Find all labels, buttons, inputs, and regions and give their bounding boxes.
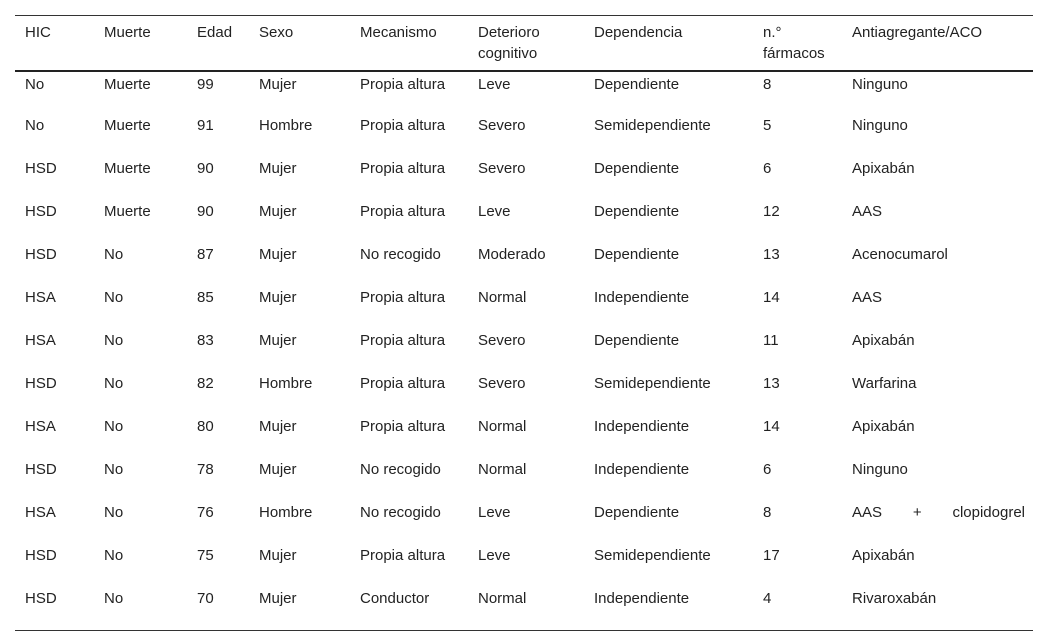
cell-antiagregante-aco: Apixabán [852, 547, 915, 564]
cell-deterioro-cognitivo: Normal [478, 418, 527, 435]
cell-n-farmacos: 6 [763, 461, 772, 478]
cell-muerte: No [104, 590, 124, 607]
cell-muerte: No [104, 246, 124, 263]
cell-mecanismo: Propia altura [360, 418, 446, 435]
cell-mecanismo: Conductor [360, 590, 430, 607]
table-row [15, 458, 1033, 501]
cell-mecanismo: Propia altura [360, 203, 446, 220]
table-row [15, 544, 1033, 587]
cell-sexo: Mujer [259, 203, 297, 220]
cell-n-farmacos: 12 [763, 203, 780, 220]
cell-dependencia: Dependiente [594, 203, 680, 220]
cell-n-farmacos: 13 [763, 375, 780, 392]
cell-dependencia: Dependiente [594, 160, 680, 177]
cell-muerte: Muerte [104, 76, 151, 93]
cell-sexo: Hombre [259, 375, 313, 392]
cell-muerte: No [104, 504, 124, 521]
cell-antiagregante-aco: Apixabán [852, 160, 915, 177]
cell-edad: 87 [197, 246, 214, 263]
cell-hic: HSA [25, 332, 56, 349]
header-antiagregante-aco: Antiagregante/ACO [852, 24, 983, 41]
cell-n-farmacos: 8 [763, 504, 772, 521]
cell-mecanismo: Propia altura [360, 76, 446, 93]
cell-deterioro-cognitivo: Severo [478, 160, 526, 177]
table-row [15, 587, 1033, 630]
cell-deterioro-cognitivo: Leve [478, 504, 511, 521]
cell-antiagregante-aco: Warfarina [852, 375, 917, 392]
cell-deterioro-cognitivo: Leve [478, 547, 511, 564]
cell-sexo: Mujer [259, 590, 297, 607]
header-n-farmacos: n.° fármacos [763, 24, 825, 62]
cell-n-farmacos: 11 [763, 332, 779, 349]
cell-edad: 99 [197, 76, 214, 93]
cell-mecanismo: Propia altura [360, 332, 446, 349]
cell-n-farmacos: 14 [763, 289, 780, 306]
cell-dependencia: Independiente [594, 418, 690, 435]
cell-muerte: Muerte [104, 160, 151, 177]
cell-antiagregante-aco: Ninguno [852, 76, 908, 93]
cell-antiagregante-aco: Ninguno [852, 117, 908, 134]
cell-muerte: Muerte [104, 203, 151, 220]
header-deterioro-cognitivo: Deterioro cognitivo [478, 24, 540, 62]
table-row [15, 372, 1033, 415]
header-edad: Edad [197, 24, 233, 41]
cell-sexo: Mujer [259, 332, 297, 349]
cell-mecanismo: No recogido [360, 504, 441, 521]
cell-deterioro-cognitivo: Severo [478, 117, 526, 134]
data-table-container [15, 15, 1033, 631]
cell-dependencia: Semidependiente [594, 375, 711, 392]
table-body [15, 71, 1033, 630]
cell-hic: HSD [25, 590, 57, 607]
cell-hic: HSD [25, 160, 57, 177]
cell-edad: 91 [197, 117, 214, 134]
cell-dependencia: Independiente [594, 590, 690, 607]
cell-hic: HSD [25, 375, 57, 392]
cell-dependencia: Independiente [594, 289, 690, 306]
cell-mecanismo: Propia altura [360, 117, 446, 134]
table-row [15, 157, 1033, 200]
cell-edad: 85 [197, 289, 214, 306]
cell-dependencia: Dependiente [594, 76, 680, 93]
cell-muerte: No [104, 418, 124, 435]
cell-edad: 78 [197, 461, 214, 478]
cell-mecanismo: Propia altura [360, 547, 446, 564]
cell-deterioro-cognitivo: Moderado [478, 246, 546, 263]
cell-deterioro-cognitivo: Leve [478, 76, 511, 93]
cell-dependencia: Dependiente [594, 332, 680, 349]
cell-muerte: No [104, 547, 124, 564]
header-dependencia: Dependencia [594, 24, 683, 41]
cell-muerte: No [104, 332, 124, 349]
cell-mecanismo: No recogido [360, 461, 441, 478]
cell-mecanismo: Propia altura [360, 289, 446, 306]
cell-hic: HSA [25, 418, 56, 435]
cell-hic: HSD [25, 547, 57, 564]
cell-mecanismo: Propia altura [360, 375, 446, 392]
cell-edad: 76 [197, 504, 214, 521]
cell-muerte: No [104, 289, 124, 306]
cell-hic: HSD [25, 203, 57, 220]
cell-deterioro-cognitivo: Normal [478, 461, 527, 478]
header-sexo: Sexo [259, 24, 294, 41]
cell-deterioro-cognitivo: Severo [478, 375, 526, 392]
cell-n-farmacos: 14 [763, 418, 780, 435]
cell-n-farmacos: 4 [763, 590, 772, 607]
cell-muerte: No [104, 375, 124, 392]
table-header-row [15, 16, 1033, 72]
cell-mecanismo: No recogido [360, 246, 441, 263]
cell-sexo: Mujer [259, 461, 297, 478]
cell-n-farmacos: 17 [763, 547, 780, 564]
cell-dependencia: Semidependiente [594, 547, 711, 564]
table-row [15, 329, 1033, 372]
cell-edad: 75 [197, 547, 214, 564]
cell-sexo: Hombre [259, 504, 313, 521]
cell-deterioro-cognitivo: Normal [478, 289, 527, 306]
cell-sexo: Mujer [259, 289, 297, 306]
cell-hic: HSA [25, 504, 56, 521]
cell-sexo: Mujer [259, 246, 297, 263]
cell-sexo: Mujer [259, 160, 297, 177]
cell-hic: HSD [25, 461, 57, 478]
cell-antiagregante-aco: Rivaroxabán [852, 590, 937, 607]
cell-deterioro-cognitivo: Severo [478, 332, 526, 349]
cell-muerte: Muerte [104, 117, 151, 134]
cell-muerte: No [104, 461, 124, 478]
cell-n-farmacos: 8 [763, 76, 772, 93]
table-row [15, 415, 1033, 458]
cell-mecanismo: Propia altura [360, 160, 446, 177]
cell-antiagregante-aco: Acenocumarol [852, 246, 948, 263]
cell-hic: HSD [25, 246, 57, 263]
table-row [15, 200, 1033, 243]
cell-dependencia: Independiente [594, 461, 690, 478]
cell-antiagregante-aco: Apixabán [852, 332, 915, 349]
cell-edad: 82 [197, 375, 214, 392]
cell-antiagregante-aco: Apixabán [852, 418, 915, 435]
cell-n-farmacos: 13 [763, 246, 780, 263]
table-row [15, 71, 1033, 114]
cell-edad: 90 [197, 160, 214, 177]
cell-deterioro-cognitivo: Leve [478, 203, 511, 220]
header-mecanismo: Mecanismo [360, 24, 437, 41]
cell-hic: No [25, 76, 45, 93]
header-hic: HIC [25, 24, 51, 41]
cell-hic: HSA [25, 289, 56, 306]
cell-deterioro-cognitivo: Normal [478, 590, 527, 607]
header-muerte: Muerte [104, 24, 151, 41]
cell-sexo: Mujer [259, 76, 297, 93]
table-row [15, 114, 1033, 157]
cell-dependencia: Semidependiente [594, 117, 711, 134]
cell-hic: No [25, 117, 45, 134]
table-row [15, 501, 1033, 544]
table-row [15, 243, 1033, 286]
table-row [15, 286, 1033, 329]
patients-table [15, 15, 1033, 631]
cell-dependencia: Dependiente [594, 504, 680, 521]
cell-antiagregante-aco: AAS [852, 203, 883, 220]
cell-sexo: Mujer [259, 547, 297, 564]
cell-n-farmacos: 6 [763, 160, 772, 177]
cell-antiagregante-aco: Ninguno [852, 461, 908, 478]
cell-sexo: Mujer [259, 418, 297, 435]
cell-edad: 80 [197, 418, 214, 435]
cell-antiagregante-aco: AAS [852, 289, 883, 306]
cell-edad: 70 [197, 590, 214, 607]
cell-edad: 83 [197, 332, 214, 349]
cell-antiagregante-aco: AAS + clopidogrel [852, 504, 1025, 521]
cell-edad: 90 [197, 203, 214, 220]
cell-sexo: Hombre [259, 117, 313, 134]
cell-n-farmacos: 5 [763, 117, 772, 134]
cell-dependencia: Dependiente [594, 246, 680, 263]
